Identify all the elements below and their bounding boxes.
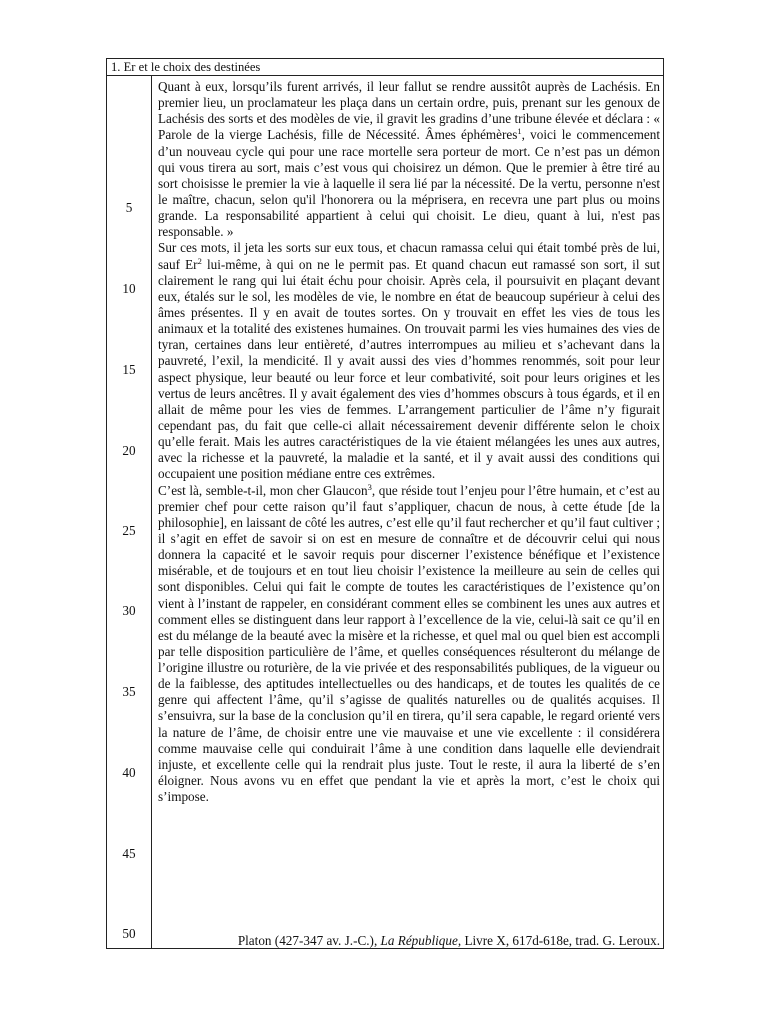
- footnote-ref: 1: [517, 126, 522, 137]
- line-number: 20: [122, 443, 136, 458]
- line-number: 5: [125, 200, 133, 215]
- line-number: 30: [122, 603, 136, 618]
- citation-work: La République: [380, 933, 458, 948]
- text-body: [158, 79, 660, 805]
- paragraph-text: Quant à eux, lorsqu’ils furent arrivés, il leur fallut se rendre aussitôt auprès de Lachésis. En premier lieu, un proclamateur les plaça dans un certain ordre, puis, prenant sur les genoux de Lachésis des sorts et des modèles de vie, il gravit les gradins d’une tribune élevée et déclara : « Parole de la vierge Lachésis, fille de Nécessité. Âmes éphémères: [158, 79, 660, 143]
- line-number: 50: [122, 926, 136, 941]
- document-table: [106, 58, 664, 949]
- line-number: 10: [122, 281, 136, 296]
- column-divider: [151, 76, 152, 948]
- paragraph-text: C’est là, semble-t-il, mon cher Glaucon: [158, 482, 368, 498]
- line-number: 45: [122, 846, 136, 861]
- footnote-ref: 3: [367, 481, 372, 492]
- line-number: 15: [122, 362, 136, 377]
- citation: [158, 933, 660, 949]
- line-number: 35: [122, 684, 136, 699]
- title-row: [107, 59, 663, 76]
- paragraph-text: lui-même, à qui on ne le permit pas. Et quand chacun eut ramassé son sort, il sut clairement le rang qui lui était échu pour choisir. Après cela, il poursuivit en plaçant devant eux, étalés sur le sol, les modèles de vie, le nombre en état de beaucoup supérieur à celui des âmes présentes. Il y en avait de toutes sortes. On y trouvait en effet les vies de tous les animaux et la totalité des existenes humaines. On trouvait parmi les vies humaines des vies de tyran, certaines dans leur entièreté, d’autres interrompues au milieu et s’achevant dans la pauvreté, l’exil, la mendicité. Il y avait aussi des vies d’hommes renommés, soit pour leur aspect physique, leur beauté ou leur force et leur combativité, soit pour leurs origines et les vertus de leurs ancêtres. Il y avait également des vies d’hommes obscurs à tous égards, et il en allait de même pour les vies de femmes. L’arrangement particulier de l’âme n’y figurait cependant pas, du fait que celle-ci allait nécessairement devenir différente selon le choix qu’elle ferait. Mais les autres caractéristiques de la vie étaient mélangées les unes aux autres, avec la richesse et la pauvreté, la maladie et la santé, et il y avait aussi des conditions qui occupaient une position médiane entre ces extrêmes.: [158, 256, 661, 482]
- footnote-ref: 2: [197, 255, 202, 266]
- line-number-column: [107, 59, 151, 948]
- paragraph-text: , que réside tout l’enjeu pour l’être humain, et c’est au premier chef pour cette raison qu’il faut s’appliquer, chacun de nous, à cette étude [de la philosophie], en laissant de côté les autres, c’est elle qu’il faut rechercher et qu’il faut cultiver ; il s’agit en effet de savoir si on est en mesure de connaître et de découvrir celui qui nous donnera la capacité et le savoir requis pour discerner l’existence bénéfique et l’existence misérable, et de toujours et en tout lieu choisir l’existence la meilleure au sein de celles qui sont disponibles. Celui qui fait le compte de toutes les caractéristiques de l’existence qu’on vient à l’instant de rappeler, en considérant comment elles se combinent les unes aux autres et comment elles se distinguent dans leur rapport à l’excellence de la vie, celui-là sait ce qu’il en est du mélange de la beauté avec la misère et la richesse, et quel mal ou quel bien est accompli par telle disposition particulière de l’âme, et quelles conséquences résulteront du mélange de l’origine illustre ou roturière, de la vie privée et des responsabilités publiques, de la vigueur ou de la faiblesse, des aptitudes intellectuelles ou des handicaps, et de toutes les qualités de ce genre qui affectent l’âme, qu’il s’agisse de qualités naturelles ou de qualités acquises. Il s’ensuivra, sur la base de la conclusion qu’il en tirera, qu’il sera capable, le regard orienté vers la nature de l’âme, de choisir entre une vie mauvaise et une vie excellente : il considérera comme mauvaise celle qui conduirait l’âme à une condition dans laquelle elle deviendrait injuste, et excellente celle qui la rendrait plus juste. Tout le reste, il aura la liberté de s’en éloigner. Nous avons vu en effet que pendant la vie et après la mort, c’est le choix qui s’impose.: [158, 482, 660, 805]
- line-number: 40: [122, 765, 136, 780]
- paragraph-text: Sur ces mots, il jeta les sorts sur eux tous, et chacun ramassa celui qui était tombé près de lui, sauf Er: [158, 240, 660, 272]
- paragraph: [158, 79, 660, 240]
- document-title: 1. Er et le choix des destinées: [111, 60, 261, 74]
- citation-details: , Livre X, 617d-618e, trad. G. Leroux.: [457, 933, 660, 948]
- paragraph: [158, 483, 660, 806]
- paragraph: [158, 240, 660, 482]
- line-number: 25: [122, 523, 136, 538]
- citation-author: Platon (427-347 av. J.-C.),: [237, 933, 381, 948]
- paragraph-text: , voici le commencement d’un nouveau cycle qui pour une race mortelle sera porteur de mort. Ce n’est pas un démon qui vous tirera au sort, mais c’est vous qui choisirez un démon. Que le premier à être tiré au sort choisisse le premier la vie à laquelle il sera lié par la nécessité. De la vertu, personne n'est le maître, chacun, selon qu'il l'honorera ou la méprisera, en recevra une part plus ou moins grande. La responsabilité appartient à celui qui choisit. Le dieu, quant à lui, n'est pas responsable. »: [158, 127, 660, 240]
